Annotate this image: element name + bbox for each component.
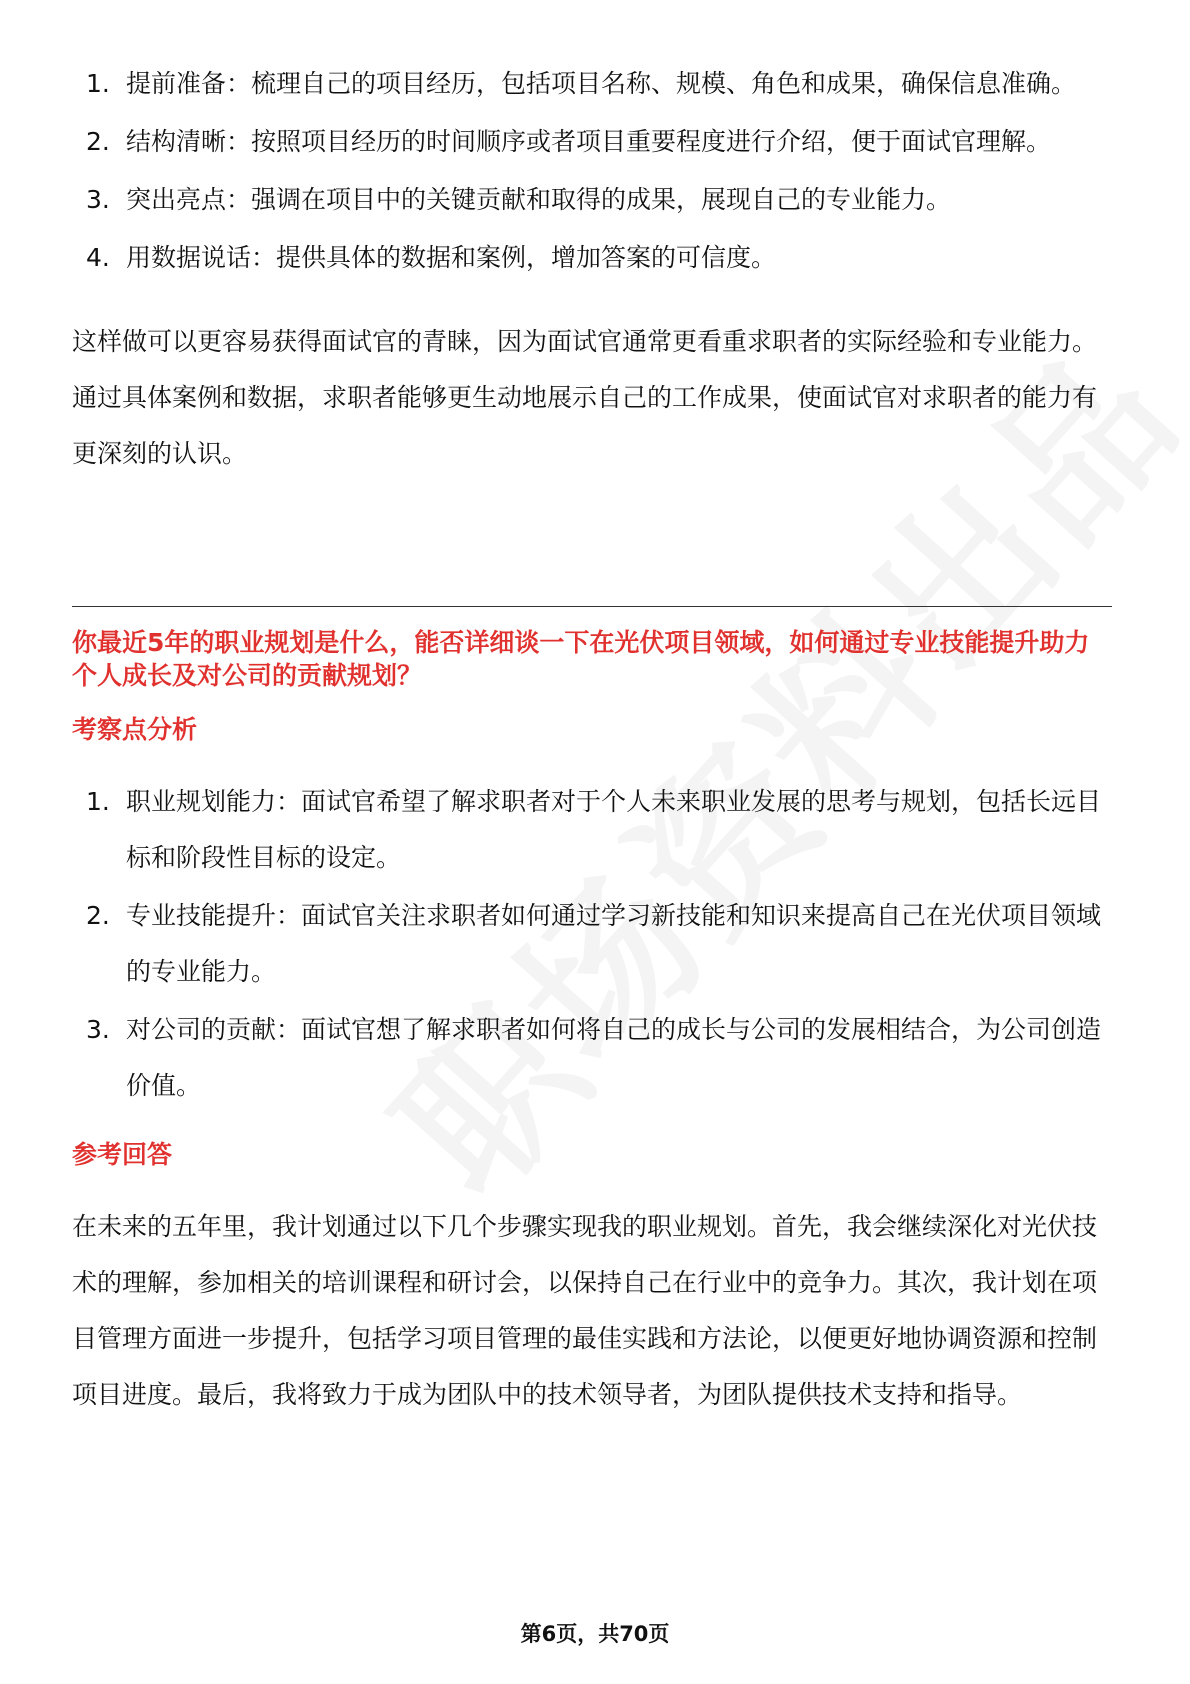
analysis-heading: 考察点分析 <box>72 715 198 744</box>
list-text: 结构清晰：按照项目经历的时间顺序或者项目重要程度进行介绍，便于面试官理解。 <box>126 127 1052 156</box>
list-item <box>72 774 1112 886</box>
top-list <box>72 56 1112 286</box>
list-number: 3. <box>86 185 110 214</box>
page-footer: 第6页，共70页 <box>520 1622 670 1646</box>
list-item <box>72 230 1112 286</box>
question-title: 你最近5年的职业规划是什么，能否详细谈一下在光伏项目领域，如何通过专业技能提升助力个人成长及对公司的贡献规划？ <box>72 628 1090 690</box>
list-number: 2. <box>86 127 110 156</box>
list-item <box>72 56 1112 112</box>
list-item <box>72 114 1112 170</box>
list-text: 用数据说话：提供具体的数据和案例，增加答案的可信度。 <box>126 243 777 272</box>
list-text: 对公司的贡献：面试官想了解求职者如何将自己的成长与公司的发展相结合，为公司创造价值。 <box>126 1015 1102 1100</box>
list-item <box>72 172 1112 228</box>
page-content <box>72 56 1112 482</box>
question-section <box>72 626 1112 1423</box>
list-text: 突出亮点：强调在项目中的关键贡献和取得的成果，展现自己的专业能力。 <box>126 185 952 214</box>
list-number: 4. <box>86 243 110 272</box>
summary-paragraph: 这样做可以更容易获得面试官的青睐，因为面试官通常更看重求职者的实际经验和专业能力。通过具体案例和数据，求职者能够更生动地展示自己的工作成果，使面试官对求职者的能力有更深刻的认识。 <box>72 327 1098 468</box>
analysis-list <box>72 774 1112 1114</box>
answer-heading: 参考回答 <box>72 1140 173 1169</box>
list-number: 1. <box>86 69 110 98</box>
list-item <box>72 1002 1112 1114</box>
section-divider <box>72 606 1112 607</box>
list-text: 专业技能提升：面试官关注求职者如何通过学习新技能和知识来提高自己在光伏项目领域的专业能力。 <box>126 901 1102 986</box>
list-text: 职业规划能力：面试官希望了解求职者对于个人未来职业发展的思考与规划，包括长远目标和阶段性目标的设定。 <box>126 787 1102 872</box>
list-text: 提前准备：梳理自己的项目经历，包括项目名称、规模、角色和成果，确保信息准确。 <box>126 69 1077 98</box>
list-number: 1. <box>86 787 110 816</box>
list-number: 2. <box>86 901 110 930</box>
list-number: 3. <box>86 1015 110 1044</box>
answer-paragraph: 在未来的五年里，我计划通过以下几个步骤实现我的职业规划。首先，我会继续深化对光伏技术的理解，参加相关的培训课程和研讨会，以保持自己在行业中的竞争力。其次，我计划在项目管理方面进一步提升，包括学习项目管理的最佳实践和方法论，以便更好地协调资源和控制项目进度。最后，我将致力于成为团队中的技术领导者，为团队提供技术支持和指导。 <box>72 1212 1098 1409</box>
list-item <box>72 888 1112 1000</box>
